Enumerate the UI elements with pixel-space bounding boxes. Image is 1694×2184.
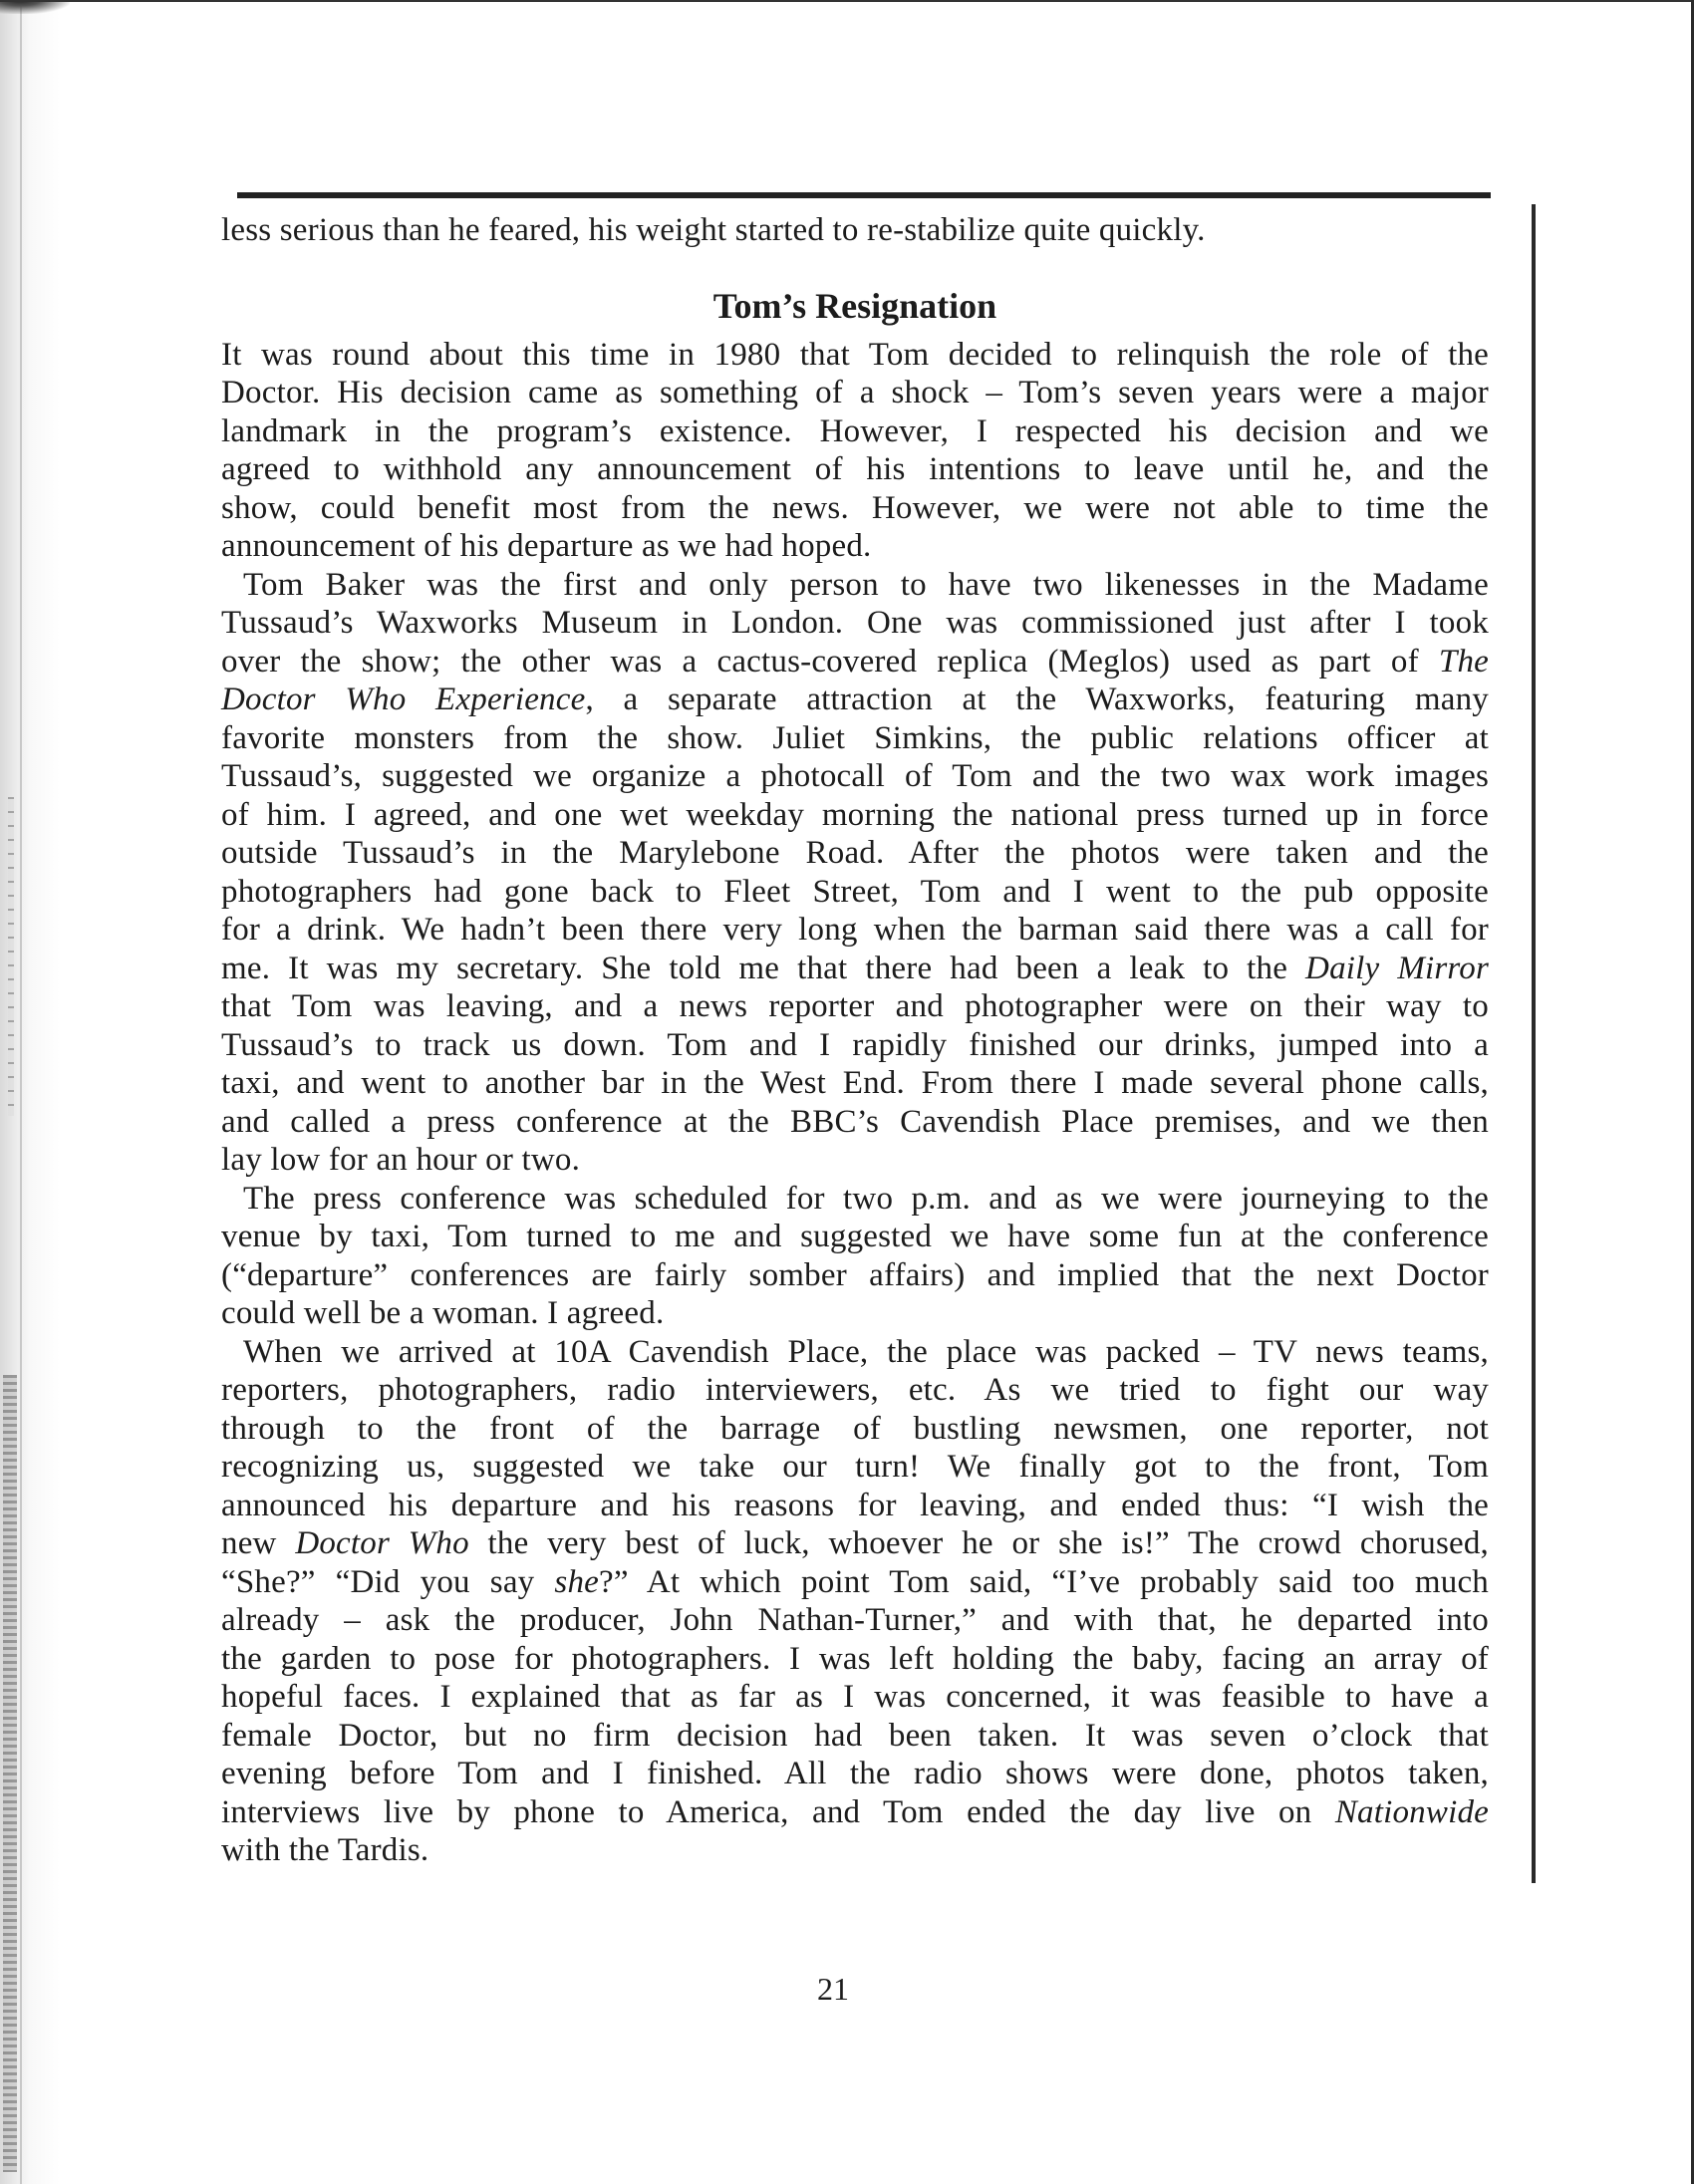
text-line: through to the front of the barrage of bustling newsmen, one reporter, not	[221, 1410, 1489, 1447]
italic-title: Doctor Who	[295, 1525, 469, 1561]
page-body	[221, 211, 1489, 1870]
text-span: new	[221, 1525, 296, 1561]
text-line: hopeful faces. I explained that as far as I was concerned, it was feasible to have a	[221, 1679, 1489, 1715]
italic-title: Daily Mirror	[1305, 950, 1489, 986]
text-span: me. It was my secretary. She told me that there had been a leak to the	[221, 950, 1306, 986]
binding-marks-lower	[3, 1375, 17, 2172]
binding-marks-upper	[8, 797, 14, 1116]
text-line: female Doctor, but no firm decision had been taken. It was seven o’clock that	[221, 1717, 1489, 1754]
text-line: could well be a woman. I agreed.	[221, 1295, 665, 1331]
text-line: evening before Tom and I finished. All the radio shows were done, photos taken,	[221, 1756, 1489, 1791]
text-line: the garden to pose for photographers. I was left holding the baby, facing an array of	[221, 1640, 1489, 1677]
italic-title: Doctor Who Experience	[221, 682, 586, 717]
text-line: lay low for an hour or two.	[221, 1142, 581, 1178]
text-line	[221, 950, 1489, 988]
text-line	[221, 1524, 1489, 1563]
text-span: the very best of luck, whoever he or she is!” The crowd chorused,	[468, 1525, 1489, 1561]
top-horizontal-rule	[237, 192, 1491, 198]
text-line: announced his departure and his reasons for leaving, and ended thus: “I wish the	[221, 1487, 1489, 1523]
text-line: Tussaud’s, suggested we organize a photocall of Tom and the two wax work images	[221, 758, 1489, 794]
text-line: Doctor. His decision came as something of a shock – Tom’s seven years were a major	[221, 375, 1489, 410]
text-line: outside Tussaud’s in the Marylebone Road. After the photos were taken and the	[221, 835, 1489, 871]
text-line: that Tom was leaving, and a news reporter and photographer were on their way to	[221, 988, 1489, 1024]
text-line: already – ask the producer, John Nathan-Turner,” and with that, he departed into	[221, 1602, 1489, 1638]
continuation-line: less serious than he feared, his weight started to re-stabilize quite quickly.	[221, 212, 1206, 248]
binding-edge-line	[20, 0, 22, 2184]
text-line	[221, 681, 1489, 719]
text-span: “She?” “Did you say	[221, 1563, 555, 1600]
paragraph-1	[221, 336, 1489, 566]
corner-shadow	[0, 0, 70, 14]
page-top-edge	[0, 0, 1694, 2]
text-span: interviews live by phone to America, and Tom ended the day live on	[221, 1793, 1335, 1830]
text-line: Tussaud’s Waxworks Museum in London. One was commissioned just after I took	[221, 605, 1489, 641]
text-line: The press conference was scheduled for two p.m. and as we were journeying to the	[243, 1180, 1489, 1217]
text-line: of him. I agreed, and one wet weekday morning the national press turned up in force	[221, 796, 1489, 833]
paragraph-4	[221, 1333, 1489, 1870]
text-line: When we arrived at 10A Cavendish Place, the place was packed – TV news teams,	[243, 1333, 1489, 1370]
text-span: ?” At which point Tom said, “I’ve probably said too much	[599, 1563, 1490, 1600]
text-line: for a drink. We hadn’t been there very long when the barman said there was a call for	[221, 912, 1489, 948]
text-line: agreed to withhold any announcement of his intentions to leave until he, and the	[221, 451, 1489, 487]
text-span: over the show; the other was a cactus-covered replica (Meglos) used as part of	[221, 643, 1439, 680]
text-line: photographers had gone back to Fleet Street, Tom and I went to the pub opposite	[221, 873, 1489, 910]
text-line	[221, 1793, 1489, 1832]
text-line: show, could benefit most from the news. However, we were not able to time the	[221, 489, 1489, 526]
italic-word: she	[554, 1563, 599, 1600]
text-line	[221, 643, 1489, 682]
text-line: announcement of his departure as we had hoped.	[221, 528, 872, 564]
text-line: landmark in the program’s existence. However, I respected his decision and we	[221, 412, 1489, 449]
page-number: 21	[817, 1971, 849, 2007]
right-margin-rule	[1532, 204, 1536, 1883]
text-line: It was round about this time in 1980 that Tom decided to relinquish the role of the	[221, 336, 1489, 373]
text-line: (“departure” conferences are fairly somber affairs) and implied that the next Doctor	[221, 1256, 1489, 1293]
text-line: venue by taxi, Tom turned to me and suggested we have some fun at the conference	[221, 1219, 1489, 1254]
paragraph-3	[221, 1180, 1489, 1333]
text-line: Tom Baker was the first and only person to have two likenesses in the Madame	[243, 566, 1489, 603]
text-line: with the Tardis.	[221, 1832, 429, 1868]
section-heading: Tom’s Resignation	[712, 285, 997, 326]
paragraph-2	[221, 566, 1489, 1180]
text-span: , a separate attraction at the Waxworks, featuring many	[585, 682, 1489, 717]
text-line	[221, 1563, 1489, 1602]
italic-title: The	[1438, 643, 1489, 680]
text-line: reporters, photographers, radio interviewers, etc. As we tried to fight our way	[221, 1372, 1489, 1408]
text-line: and called a press conference at the BBC’s Cavendish Place premises, and we then	[221, 1103, 1489, 1140]
text-line: Tussaud’s to track us down. Tom and I rapidly finished our drinks, jumped into a	[221, 1026, 1489, 1063]
text-line: favorite monsters from the show. Juliet Simkins, the public relations officer at	[221, 719, 1489, 756]
italic-title: Nationwide	[1334, 1793, 1489, 1830]
text-line: taxi, and went to another bar in the West End. From there I made several phone calls,	[221, 1065, 1489, 1101]
text-line: recognizing us, suggested we take our turn! We finally got to the front, Tom	[221, 1449, 1489, 1485]
